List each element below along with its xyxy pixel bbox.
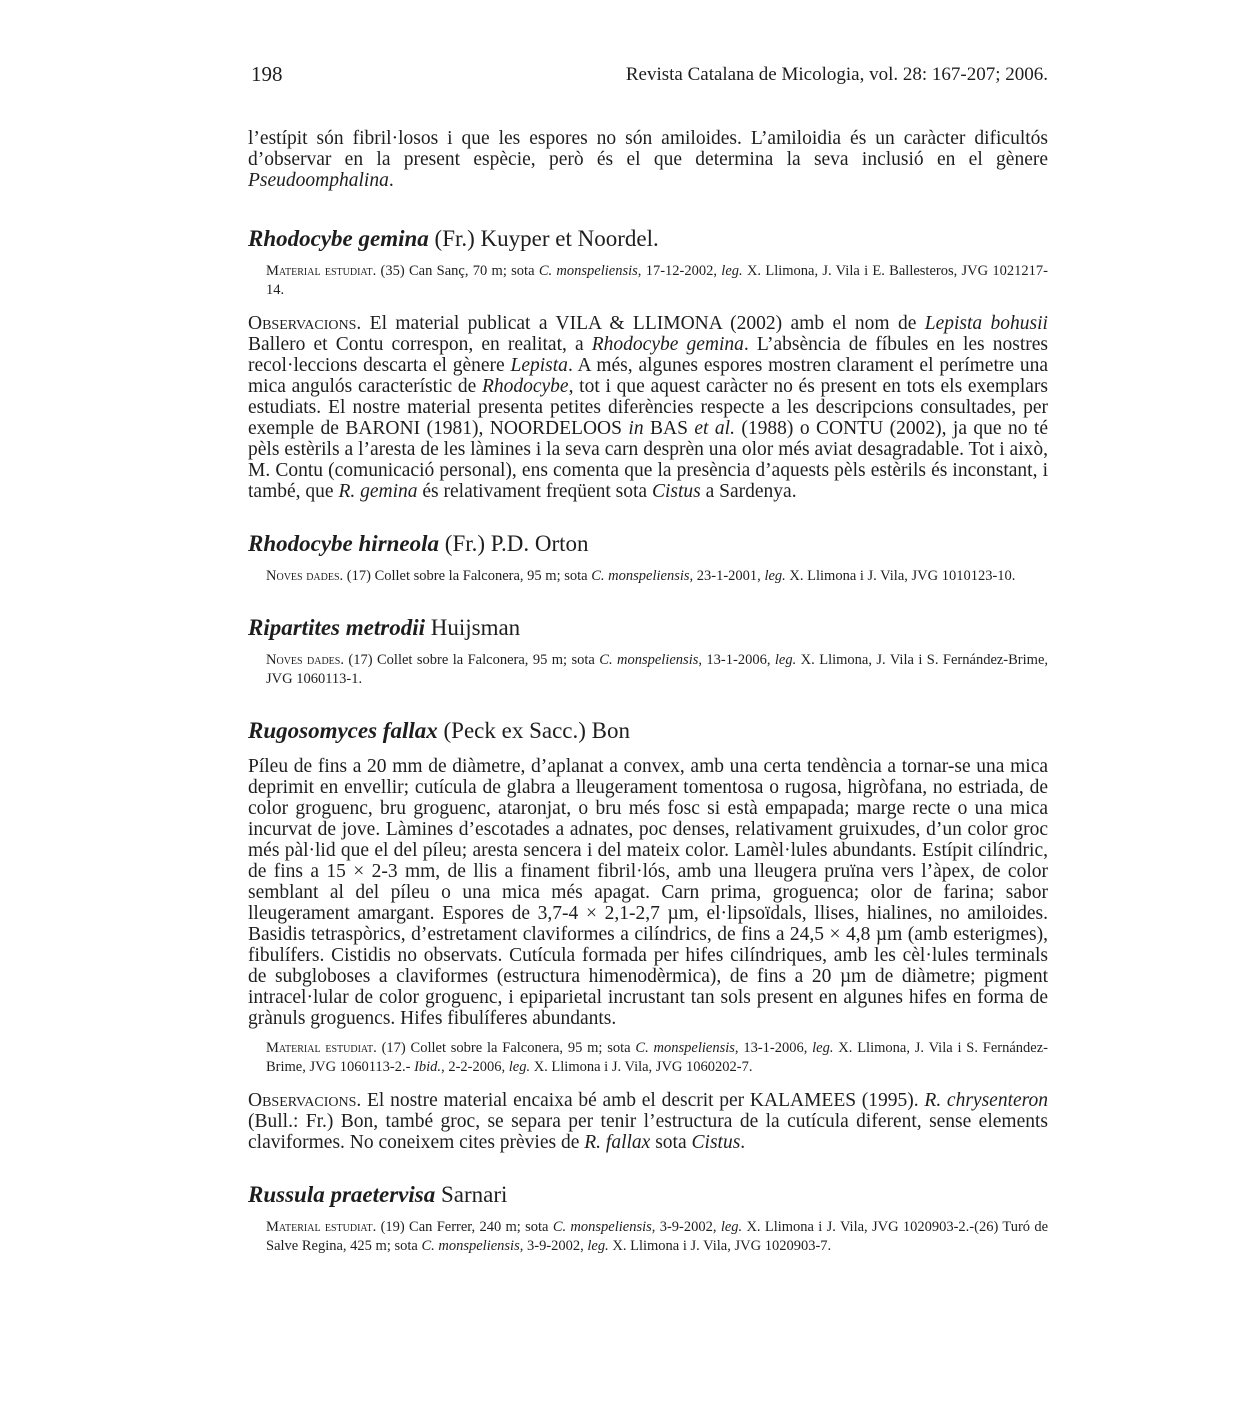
new-data-ripartites-metrodii: Noves dades. (17) Collet sobre la Falconera, 95 m; sota C. monspeliensis, 13-1-2006, leg. X. Llimona, J. Vila i S. Fernández-Brime, JVG 1060113-1. (266, 652, 1049, 687)
species-heading-rhodocybe-hirneola: Rhodocybe hirneola (Fr.) P.D. Orton (248, 531, 589, 556)
observations-rugosomyces-fallax: Observacions. El nostre material encaixa bé amb el descrit per KALAMEES (1995). R. chrysenteron (Bull.: Fr.) Bon, també groc, se separa per tenir l’estructura de la cutícula diferent, sense elements claviformes. No coneixem cites prèvies de R. fallax sota Cistus. (248, 1090, 1049, 1153)
species-heading-rhodocybe-gemina: Rhodocybe gemina (Fr.) Kuyper et Noordel. (248, 226, 659, 251)
material-rhodocybe-gemina: Material estudiat. (35) Can Sanç, 70 m; sota C. monspeliensis, 17-12-2002, leg. X. Llimona, J. Vila i E. Ballesteros, JVG 1021217-14. (266, 263, 1048, 298)
material-rugosomyces-fallax: Material estudiat. (17) Collet sobre la Falconera, 95 m; sota C. monspeliensis, 13-1-2006, leg. X. Llimona, J. Vila i S. Fernández-Brime, JVG 1060113-2.- Ibid., 2-2-2006, leg. X. Llimona i J. Vila, JVG 1060202-7. (266, 1040, 1048, 1075)
species-heading-rugosomyces-fallax: Rugosomyces fallax (Peck ex Sacc.) Bon (248, 718, 630, 743)
observations-rhodocybe-gemina: Observacions. El material publicat a VILA & LLIMONA (2002) amb el nom de Lepista bohusii Ballero et Contu correspon, en realitat, a Rhodocybe gemina. L’absència de fíbules en les nostres recol·leccions descarta el gènere Lepista. A més, algunes espores mostren clarament el perímetre una mica angulós característic de Rhodocybe, tot i que aquest caràcter no és present en tots els exemplars estudiats. El nostre material presenta petites diferències respecte a les descripcions consultades, per exemple de BARONI (1981), NOORDELOOS in BAS et al. (1988) o CONTU (2002), ja que no té pèls estèrils a l’aresta de les làmines i la seva carn desprèn una olor més aviat desagradable. Tot i això, M. Contu (comunicació personal), ens comenta que la presència d’aquests pèls estèrils és inconstant, i també, que R. gemina és relativament freqüent sota Cistus a Sardenya. (248, 313, 1049, 502)
species-heading-ripartites-metrodii: Ripartites metrodii Huijsman (248, 615, 521, 640)
intro-paragraph: l’estípit són fibril·losos i que les espores no són amiloides. L’amiloidia és un caràcter dificultós d’observar en la present espècie, però és el que determina la seva inclusió en el gènere Pseudoomphalina. (248, 128, 1048, 191)
running-header (248, 62, 1048, 90)
species-heading-russula-praetervisa: Russula praetervisa Sarnari (248, 1182, 508, 1207)
article-content (248, 128, 1048, 1256)
material-russula-praetervisa: Material estudiat. (19) Can Ferrer, 240 m; sota C. monspeliensis, 3-9-2002, leg. X. Llimona i J. Vila, JVG 1020903-2.-(26) Turó de Salve Regina, 425 m; sota C. monspeliensis, 3-9-2002, leg. X. Llimona i J. Vila, JVG 1020903-7. (266, 1219, 1049, 1254)
description-rugosomyces-fallax: Píleu de fins a 20 mm de diàmetre, d’aplanat a convex, amb una certa tendència a tornar-se una mica deprimit en envellir; cutícula de glabra a lleugerament tomentosa o rugosa, higròfana, no estriada, de color groguenc, bru groguenc, ataronjat, o bru més fosc si està empapada; marge recte o una mica incurvat de jove. Làmines d’escotades a adnates, poc denses, relativament gruixudes, d’un color groc més pàl·lid que el del píleu; aresta sencera i del mateix color. Lamèl·lules abundants. Estípit cilíndric, de fins a 15 × 2-3 mm, de llis a finament fibril·lós, amb una lleugera pruïna vers l’àpex, de color semblant al del píleu o una mica més apagat. Carn prima, groguenca; olor de farina; sabor lleugerament amargant. Espores de 3,7-4 × 2,1-2,7 µm, el·lipsoïdals, llises, hialines, no amiloides. Basidis tetraspòrics, d’estretament claviformes a cilíndrics, de fins a 24,5 × 4,8 µm (amb esterigmes), fibulífers. Cistidis no observats. Cutícula formada per hifes cilíndriques, amb les cèl·lules terminals de subgloboses a claviformes (estructura himenodèrmica), de fins a 20 µm de diàmetre; pigment intracel·lular de color groguenc, i epiparietal incrustant tan sols present en algunes hifes en forma de grànuls groguencs. Hifes fibulíferes abundants. (248, 756, 1048, 1029)
new-data-rhodocybe-hirneola: Noves dades. (17) Collet sobre la Falconera, 95 m; sota C. monspeliensis, 23-1-2001, leg. X. Llimona i J. Vila, JVG 1010123-10. (266, 568, 1016, 584)
page-number: 198 (251, 62, 283, 86)
journal-citation: Revista Catalana de Micologia, vol. 28: 167-207; 2006. (625, 64, 1048, 85)
